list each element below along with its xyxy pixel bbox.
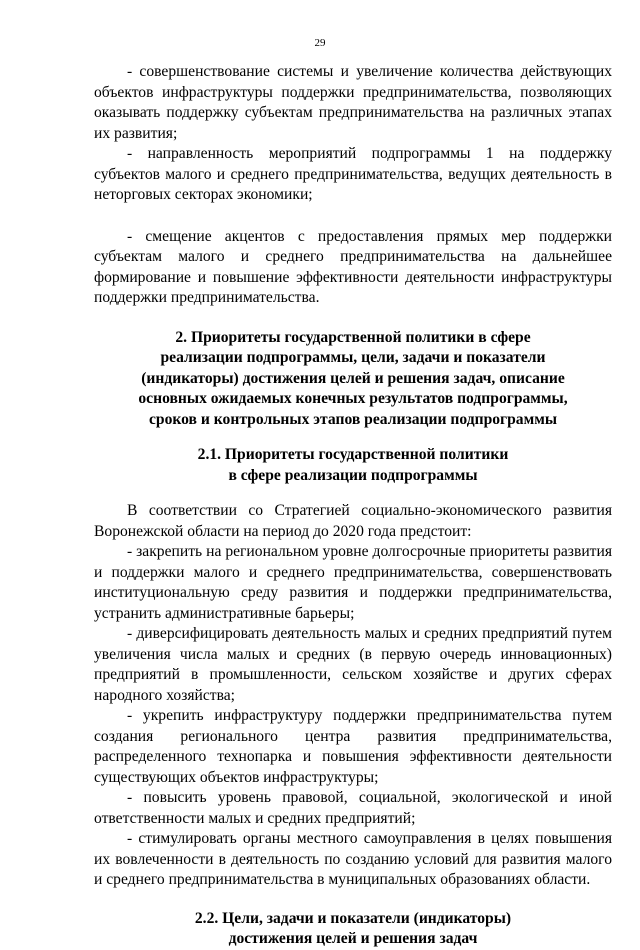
paragraph: - стимулировать органы местного самоуправления в целях повышения их вовлеченности в деятельность по созданию условий для развития малого и среднего предпринимательства в муниципальных образованиях области. — [94, 830, 612, 888]
paragraph: В соответствии со Стратегией социально-экономического развития Воронежской области на период до 2020 года предстоит: — [94, 502, 612, 540]
paragraph: - совершенствование системы и увеличение количества действующих объектов инфраструктуры поддержки предпринимательства, позволяющих оказывать поддержку субъектам предпринимательства на различных этапах их развития; — [94, 63, 612, 142]
section-heading-2-2 — [94, 909, 612, 950]
heading-line: достижения целей и решения задач — [228, 930, 478, 947]
paragraph: - смещение акцентов с предоставления прямых мер поддержки субъектам малого и среднего предпринимательства на дальнейшее формирование и повышение эффективности деятельности инфраструктуры поддержки предпринимательства. — [94, 227, 612, 306]
paragraph: - направленность мероприятий подпрограммы 1 на поддержку субъектов малого и среднего предпринимательства, ведущих деятельность в неторговых секторах экономики; — [94, 145, 612, 203]
heading-line: сроков и контрольных этапов реализации подпрограммы — [148, 410, 558, 428]
heading-line: реализации подпрограммы, цели, задачи и показатели — [160, 349, 546, 366]
paragraph: - диверсифицировать деятельность малых и средних предприятий путем увеличения числа малых и средних (в первую очередь инновационных) предприятий в промышленности, сельском хозяйстве и других сферах народного хозяйства; — [94, 625, 612, 704]
paragraph-gap — [94, 206, 612, 227]
paragraph: - закрепить на региональном уровне долгосрочные приоритеты развития и поддержки малого и среднего предпринимательства, совершенствовать институциональную среду развития и поддержки предпринимательства, устранить административные барьеры; — [94, 543, 612, 622]
section-heading-2-1 — [94, 445, 612, 486]
page-content — [94, 62, 612, 950]
heading-line: 2. Приоритеты государственной политики в сфере — [175, 328, 531, 346]
paragraph: - укрепить инфраструктуру поддержки предпринимательства путем создания регионального центра развития предпринимательства, распределенного технопарка и повышения эффективности деятельности существующих объектов инфраструктуры; — [94, 707, 612, 786]
page-number: 29 — [314, 37, 326, 49]
paragraph: - повысить уровень правовой, социальной, экологической и иной ответственности малых и средних предприятий; — [94, 789, 612, 827]
heading-line: в сфере реализации подпрограммы — [228, 466, 478, 484]
section-heading-2 — [94, 328, 612, 431]
heading-line: (индикаторы) достижения целей и решения задач, описание — [141, 369, 565, 387]
heading-line: основных ожидаемых конечных результатов подпрограммы, — [138, 390, 568, 407]
heading-line: 2.2. Цели, задачи и показатели (индикаторы) — [194, 909, 512, 927]
heading-line: 2.1. Приоритеты государственной политики — [197, 446, 509, 463]
